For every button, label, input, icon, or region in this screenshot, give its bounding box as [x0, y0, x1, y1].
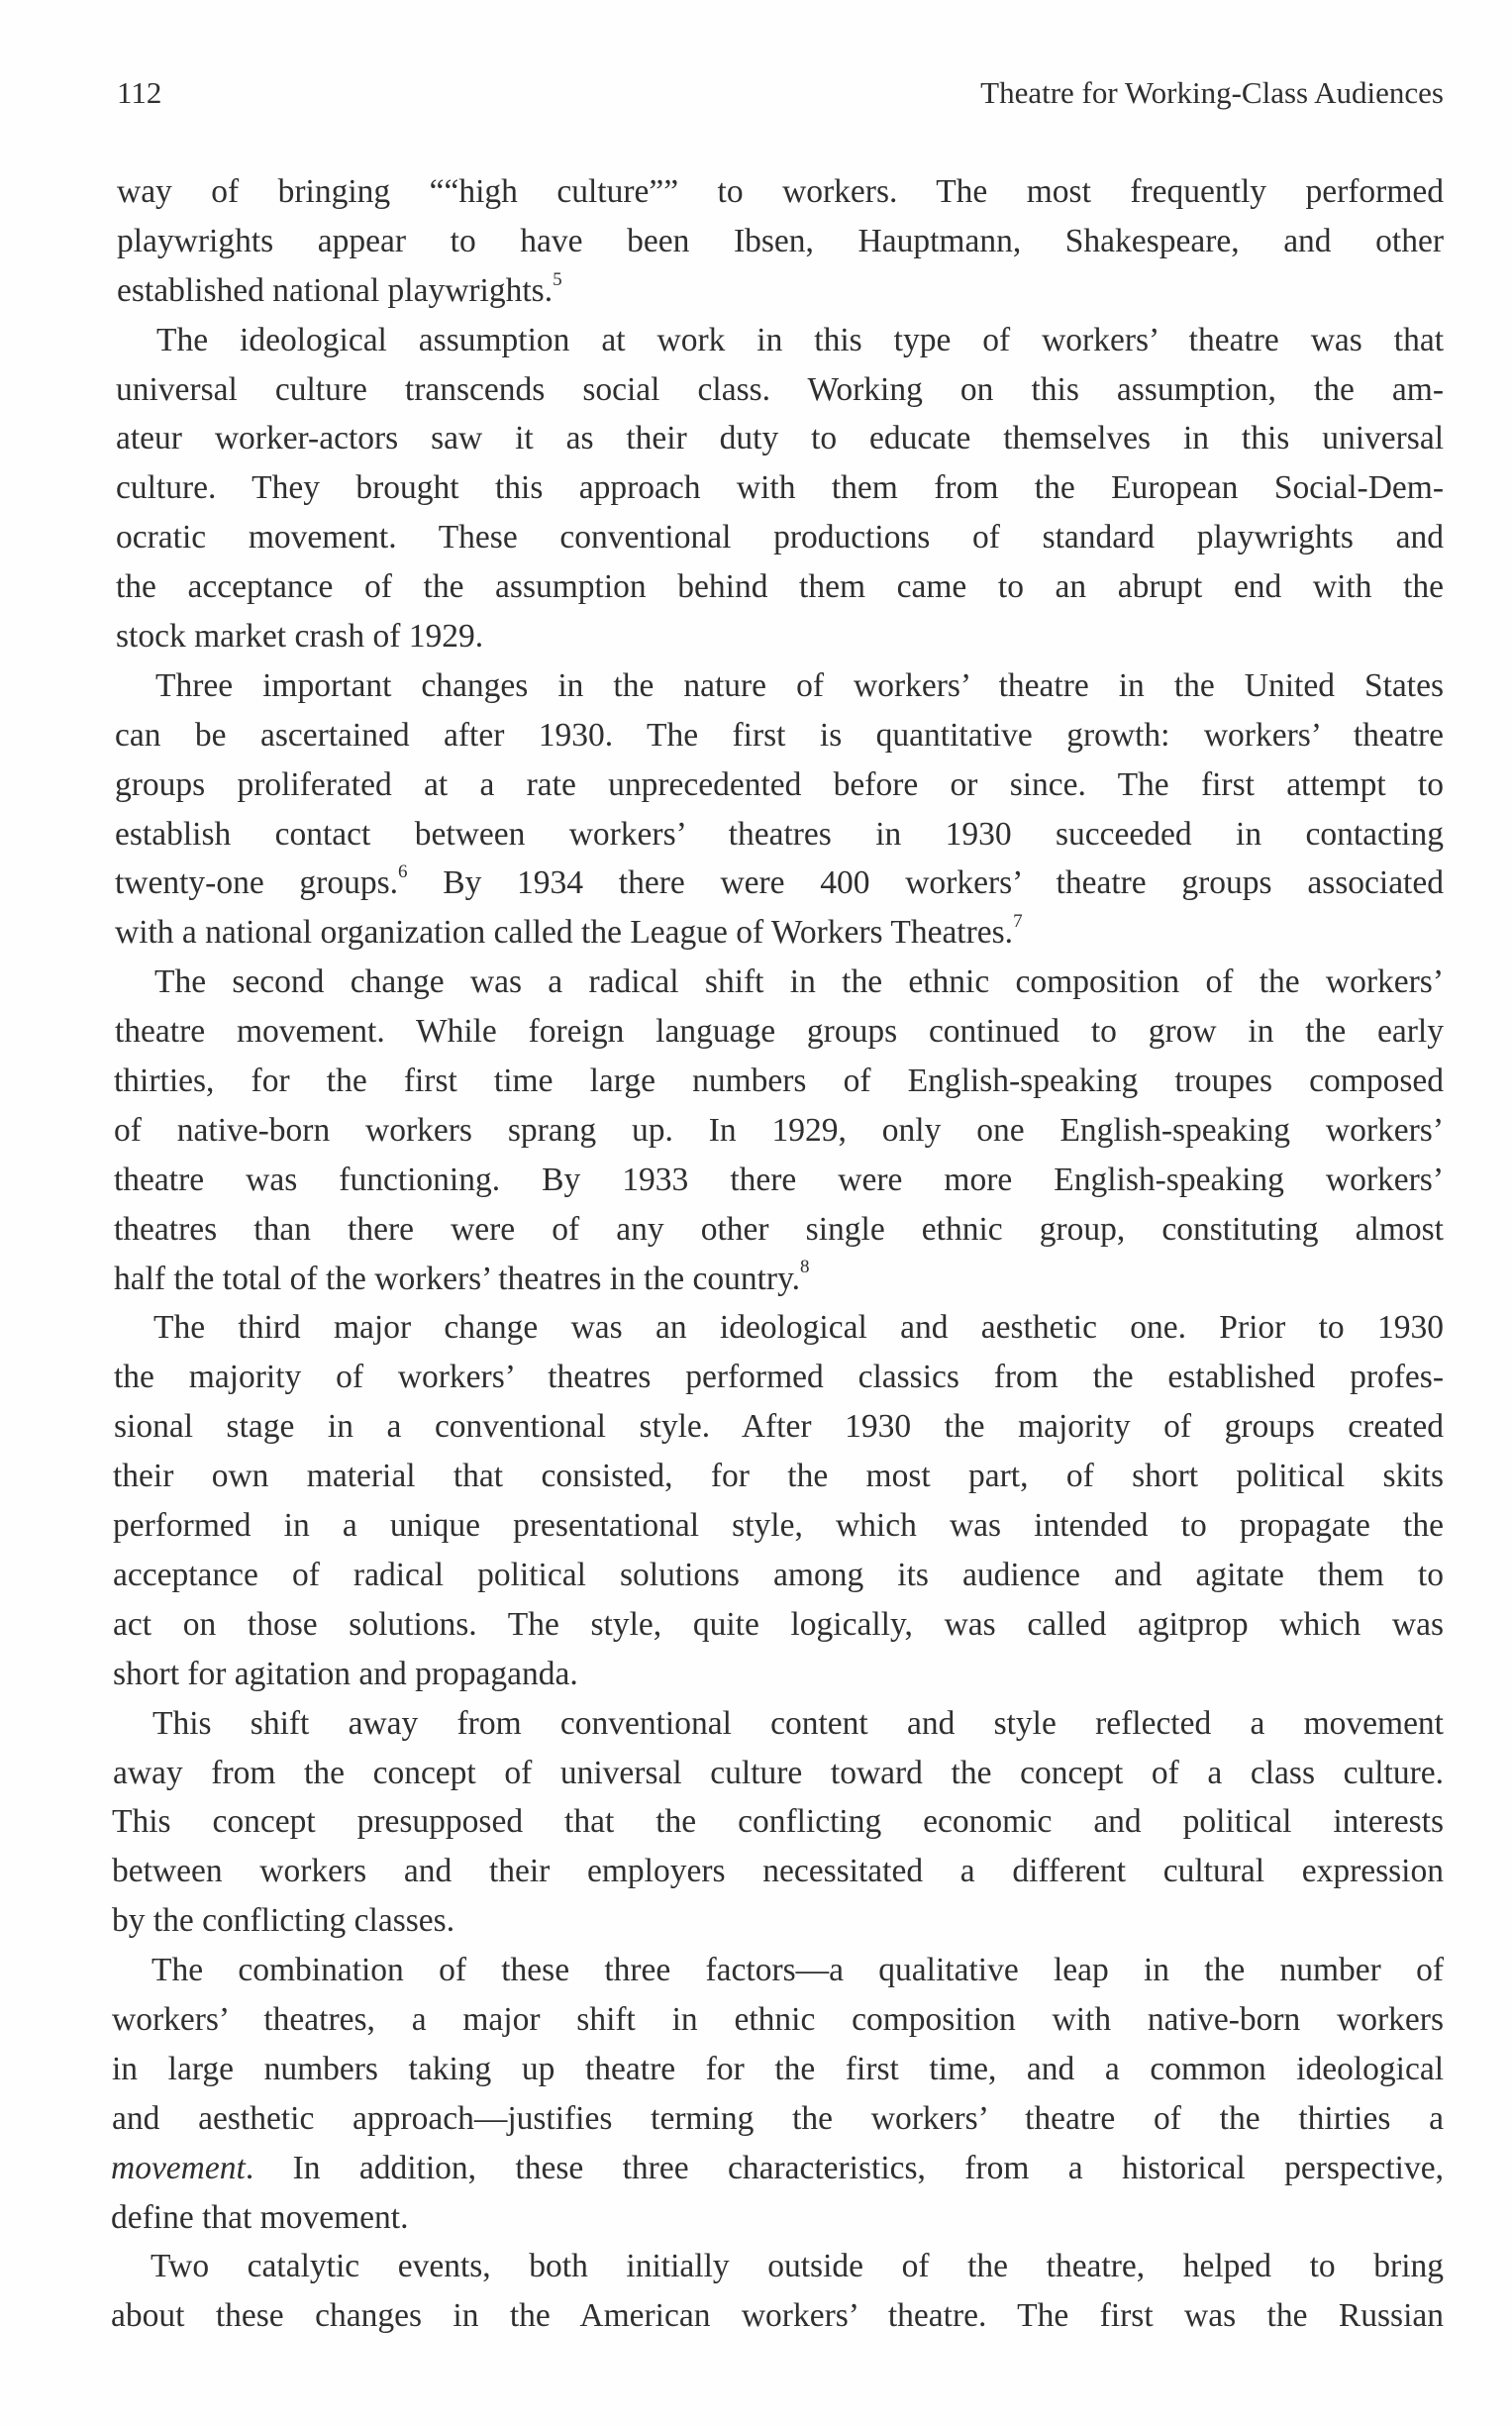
text-line	[115, 1007, 1444, 1057]
text-run: The ideological assumption at work in this type of workers’ theatre was that	[156, 321, 1444, 358]
text-line	[113, 1600, 1444, 1650]
text-run: with a national organization called the League of Workers Theatres.	[115, 914, 1014, 952]
text-line	[113, 1551, 1444, 1600]
text-line	[114, 1353, 1444, 1402]
text-run: The second change was a radical shift in the ethnic composition of the workers’	[154, 963, 1444, 1001]
running-title: Theatre for Working-Class Audiences	[980, 75, 1444, 110]
text-line	[113, 1699, 1444, 1749]
text-line	[114, 1205, 1444, 1255]
text-line	[111, 2242, 1444, 2291]
footnote-reference[interactable]: 5	[553, 268, 562, 290]
text-run: The third major change was an ideological and aesthetic one. Prior to 1930	[153, 1309, 1444, 1347]
text-line	[114, 1057, 1444, 1106]
text-run: ateur worker-actors saw it as their duty to educate themselves in this universal	[116, 420, 1444, 457]
text-run: the majority of workers’ theatres performed classics from the established profes-	[114, 1359, 1444, 1396]
text-line	[115, 711, 1444, 760]
text-run: Three important changes in the nature of workers’ theatre in the United States	[155, 666, 1444, 704]
text-line	[114, 1106, 1444, 1156]
text-run: This shift away from conventional content and style reflected a movement	[152, 1704, 1444, 1742]
text-line	[111, 2193, 1444, 2243]
text-run: playwrights appear to have been Ibsen, Hauptmann, Shakespeare, and other	[117, 222, 1444, 259]
paragraph	[112, 1946, 1444, 2242]
text-run: act on those solutions. The style, quite logically, was called agitprop which was	[113, 1605, 1444, 1643]
text-line	[115, 908, 1444, 958]
text-line	[113, 1650, 1444, 1699]
text-run: . In addition, these three characteristics, from a historical perspective,	[245, 2149, 1444, 2186]
text-run: universal culture transcends social class. Working on this assumption, the am-	[116, 370, 1444, 408]
text-line	[116, 612, 1444, 661]
text-run: the acceptance of the assumption behind them came to an abrupt end with the	[116, 568, 1444, 606]
text-run: ocratic movement. These conventional productions of standard playwrights and	[116, 519, 1444, 556]
text-line	[116, 562, 1444, 612]
emphasis-text: movement	[111, 2149, 246, 2186]
text-line	[115, 760, 1444, 810]
text-line	[111, 2291, 1444, 2341]
text-run: sional stage in a conventional style. After 1930 the majority of groups created	[114, 1408, 1444, 1446]
footnote-reference[interactable]: 8	[800, 1257, 810, 1278]
text-run: twenty-one groups.	[115, 864, 398, 902]
text-run: theatre was functioning. By 1933 there were more English-speaking workers’	[114, 1161, 1444, 1198]
text-line	[114, 1402, 1444, 1452]
text-run: way of bringing ““high culture”” to workers. The most frequently performed	[117, 173, 1444, 210]
text-line	[114, 1303, 1444, 1353]
text-run: short for agitation and propaganda.	[113, 1655, 578, 1692]
paragraph	[112, 316, 1444, 661]
text-run: theatres than there were of any other single ethnic group, constituting almost	[114, 1210, 1444, 1248]
text-run: workers’ theatres, a major shift in ethnic composition with native-born workers	[112, 2000, 1444, 2038]
text-line	[111, 2144, 1444, 2193]
text-run: theatre movement. While foreign language groups continued to grow in the early	[115, 1013, 1444, 1051]
text-run: can be ascertained after 1930. The first is quantitative growth: workers’ theatre	[115, 716, 1444, 754]
footnote-reference[interactable]: 6	[398, 861, 408, 883]
text-line	[115, 859, 1444, 908]
text-line	[114, 1255, 1444, 1304]
text-line	[112, 1896, 1444, 1946]
text-run: This concept presupposed that the conflicting economic and political interests	[112, 1803, 1444, 1841]
text-run: established national playwrights.	[117, 271, 554, 309]
text-run: away from the concept of universal culture toward the concept of a class culture.	[113, 1754, 1444, 1791]
paragraph	[112, 958, 1444, 1303]
text-line	[116, 513, 1444, 562]
text-run: stock market crash of 1929.	[116, 618, 484, 656]
text-run: in large numbers taking up theatre for the first time, and a common ideological	[112, 2050, 1444, 2087]
text-line	[112, 1995, 1444, 2045]
text-line	[112, 1797, 1444, 1847]
text-run: thirties, for the first time large numbers of English-speaking troupes composed	[114, 1062, 1444, 1100]
text-run: The combination of these three factors—a qualitative leap in the number of	[151, 1952, 1444, 1989]
text-run: by the conflicting classes.	[112, 1902, 455, 1940]
text-line	[112, 1946, 1444, 1995]
text-run: about these changes in the American workers’ theatre. The first was the Russian	[111, 2297, 1444, 2335]
text-line	[113, 1749, 1444, 1798]
paragraph	[112, 2242, 1444, 2341]
text-line	[117, 266, 1444, 316]
text-run: performed in a unique presentational style, which was intended to propagate the	[113, 1507, 1444, 1545]
text-run: of native-born workers sprang up. In 1929, only one English-speaking workers’	[114, 1111, 1444, 1149]
paragraph	[112, 1699, 1444, 1946]
text-line	[117, 217, 1444, 266]
text-line	[115, 958, 1444, 1007]
body-text	[112, 167, 1444, 2341]
text-run: culture. They brought this approach with them from the European Social-Dem-	[116, 469, 1444, 507]
text-line	[113, 1452, 1444, 1501]
page-number: 112	[117, 75, 162, 110]
text-run: By 1934 there were 400 workers’ theatre groups associated	[407, 864, 1444, 902]
text-line	[113, 1501, 1444, 1551]
text-run: and aesthetic approach—justifies terming the workers’ theatre of the thirties a	[112, 2099, 1444, 2137]
text-line	[116, 365, 1444, 415]
text-run: half the total of the workers’ theatres in the country.	[114, 1260, 801, 1297]
paragraph	[112, 1303, 1444, 1698]
text-run: groups proliferated at a rate unprecedented before or since. The first attempt to	[115, 765, 1444, 803]
text-line	[112, 2094, 1444, 2144]
footnote-reference[interactable]: 7	[1013, 911, 1023, 933]
text-run: acceptance of radical political solutions among its audience and agitate them to	[113, 1556, 1444, 1593]
text-line	[115, 810, 1444, 859]
text-run: between workers and their employers necessitated a different cultural expression	[112, 1853, 1444, 1890]
text-line	[112, 2045, 1444, 2094]
text-line	[116, 661, 1444, 711]
paragraph	[112, 661, 1444, 958]
paragraph	[112, 167, 1444, 316]
text-line	[117, 316, 1444, 365]
text-line	[112, 1847, 1444, 1896]
text-line	[117, 167, 1444, 217]
text-run: define that movement.	[111, 2198, 409, 2236]
text-run: establish contact between workers’ theatres in 1930 succeeded in contacting	[115, 815, 1444, 853]
text-line	[116, 463, 1444, 513]
text-run: Two catalytic events, both initially outside of the theatre, helped to bring	[151, 2248, 1444, 2285]
text-line	[116, 414, 1444, 463]
running-head	[117, 71, 1444, 115]
text-line	[114, 1156, 1444, 1205]
text-run: their own material that consisted, for the most part, of short political skits	[113, 1458, 1444, 1495]
